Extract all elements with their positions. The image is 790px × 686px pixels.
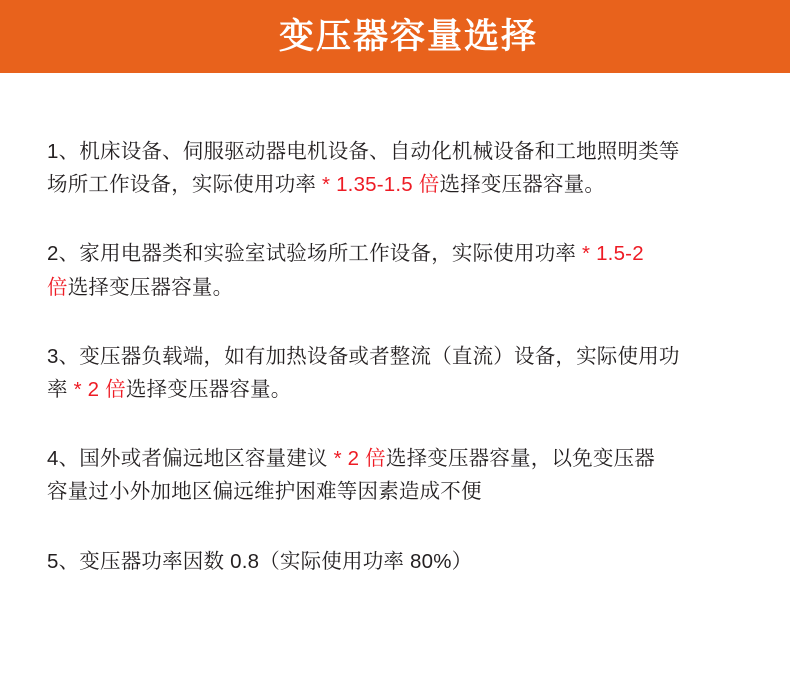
body-paragraph-2-line-2 xyxy=(47,271,746,304)
page-title: 变压器容量选择 xyxy=(278,17,538,56)
body-paragraph-1-line-1 xyxy=(47,135,746,168)
body-paragraph-3-line-1-text: 3、变压器负载端，如有加热设备或者整流（直流）设备，实际使用功 xyxy=(47,344,680,368)
body-paragraph-3-line-2-text: 率 xyxy=(47,378,68,402)
body-paragraph-3-line-2 xyxy=(47,373,746,406)
body-paragraph-4-line-1-text: 4、国外或者偏远地区容量建议 xyxy=(47,447,328,471)
header-left-accent-bar xyxy=(0,0,27,73)
body-paragraph-5-line-1 xyxy=(47,545,746,578)
document-body xyxy=(0,73,790,686)
body-paragraph-3-highlight: * 2 倍 xyxy=(67,378,126,402)
body-paragraph-4-highlight: * 2 倍 xyxy=(327,447,386,471)
body-paragraph-3 xyxy=(47,340,746,406)
document-header xyxy=(27,0,790,73)
body-paragraph-1-line-2-tail: 选择变压器容量。 xyxy=(439,173,606,197)
body-paragraph-1 xyxy=(47,135,746,201)
body-paragraph-4-line-2 xyxy=(47,475,746,508)
body-paragraph-2-line-2-tail: 选择变压器容量。 xyxy=(67,275,234,299)
body-paragraph-4-line-2-text: 容量过小外加地区偏远维护困难等因素造成不便 xyxy=(47,480,482,504)
body-paragraph-2-line-1-text: 2、家用电器类和实验室试验场所工作设备，实际使用功率 xyxy=(47,242,577,266)
body-paragraph-4 xyxy=(47,442,746,508)
body-paragraph-1-line-1-text: 1、机床设备、伺服驱动器电机设备、自动化机械设备和工地照明类等 xyxy=(47,140,680,163)
body-paragraph-1-highlight: * 1.35-1.5 倍 xyxy=(316,173,440,197)
body-paragraph-4-line-1-tail: 选择变压器容量，以免变压器 xyxy=(385,447,655,471)
body-paragraph-5 xyxy=(47,545,746,578)
body-paragraph-3-line-1 xyxy=(47,340,746,373)
body-paragraph-2 xyxy=(47,237,746,303)
body-paragraph-1-line-2-text: 场所工作设备，实际使用功率 xyxy=(47,173,317,197)
body-paragraph-2-highlight-1: * 1.5-2 xyxy=(576,242,644,266)
body-paragraph-1-line-2 xyxy=(47,168,746,201)
body-paragraph-3-line-2-tail: 选择变压器容量。 xyxy=(125,378,292,402)
body-paragraph-5-line-1-text: 5、变压器功率因数 0.8（实际使用功率 80%） xyxy=(47,549,473,573)
body-paragraph-2-line-1 xyxy=(47,237,746,270)
body-paragraph-2-highlight-2: 倍 xyxy=(47,275,68,299)
body-paragraph-4-line-1 xyxy=(47,442,746,475)
